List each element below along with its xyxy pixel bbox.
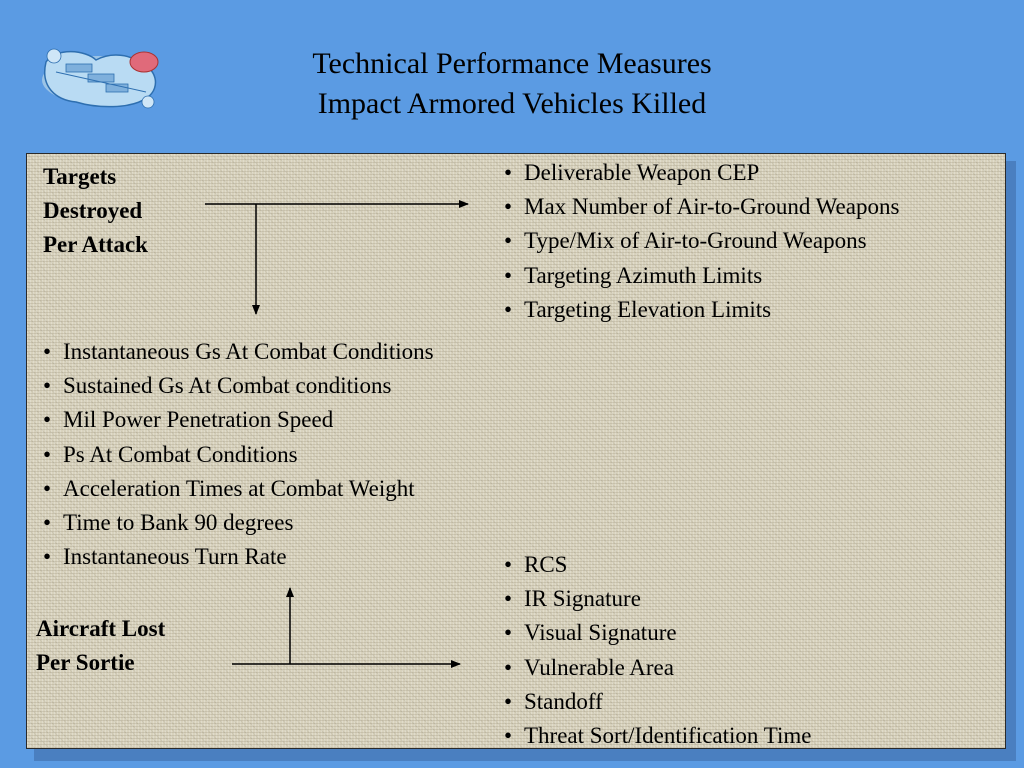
survivability-measures-list <box>500 548 811 753</box>
list-item: • Acceleration Times at Combat Weight <box>39 472 434 506</box>
list-item: • Deliverable Weapon CEP <box>500 156 899 190</box>
list-item: • RCS <box>500 548 811 582</box>
slide-title-line-2: Impact Armored Vehicles Killed <box>317 87 707 120</box>
list-item: • Visual Signature <box>500 616 811 650</box>
list-item: • Targeting Elevation Limits <box>500 293 899 327</box>
list-item: • Max Number of Air-to-Ground Weapons <box>500 190 899 224</box>
list-item: • Threat Sort/Identification Time <box>500 719 811 753</box>
list-item: • Instantaneous Turn Rate <box>39 540 434 574</box>
list-item: • Standoff <box>500 685 811 719</box>
aircraft-lost-label-line: Aircraft Lost <box>36 616 166 641</box>
performance-measures-list <box>39 335 434 574</box>
targets-destroyed-label-line: Targets <box>43 164 117 189</box>
targets-destroyed-label <box>43 160 148 262</box>
list-item: • Vulnerable Area <box>500 651 811 685</box>
list-item: • Time to Bank 90 degrees <box>39 506 434 540</box>
targets-destroyed-label-line: Per Attack <box>43 232 148 257</box>
list-item: • Mil Power Penetration Speed <box>39 403 434 437</box>
aircraft-lost-label <box>36 612 165 680</box>
list-item: • Ps At Combat Conditions <box>39 438 434 472</box>
list-item: • Instantaneous Gs At Combat Conditions <box>39 335 434 369</box>
process-map-logo-icon <box>36 42 166 112</box>
list-item: • Targeting Azimuth Limits <box>500 259 899 293</box>
targets-destroyed-label-line: Destroyed <box>43 198 143 223</box>
weapons-measures-list <box>500 156 899 327</box>
list-item: • Sustained Gs At Combat conditions <box>39 369 434 403</box>
list-item: • Type/Mix of Air-to-Ground Weapons <box>500 224 899 258</box>
slide-title-line-1: Technical Performance Measures <box>312 47 712 80</box>
aircraft-lost-label-line: Per Sortie <box>36 650 135 675</box>
list-item: • IR Signature <box>500 582 811 616</box>
